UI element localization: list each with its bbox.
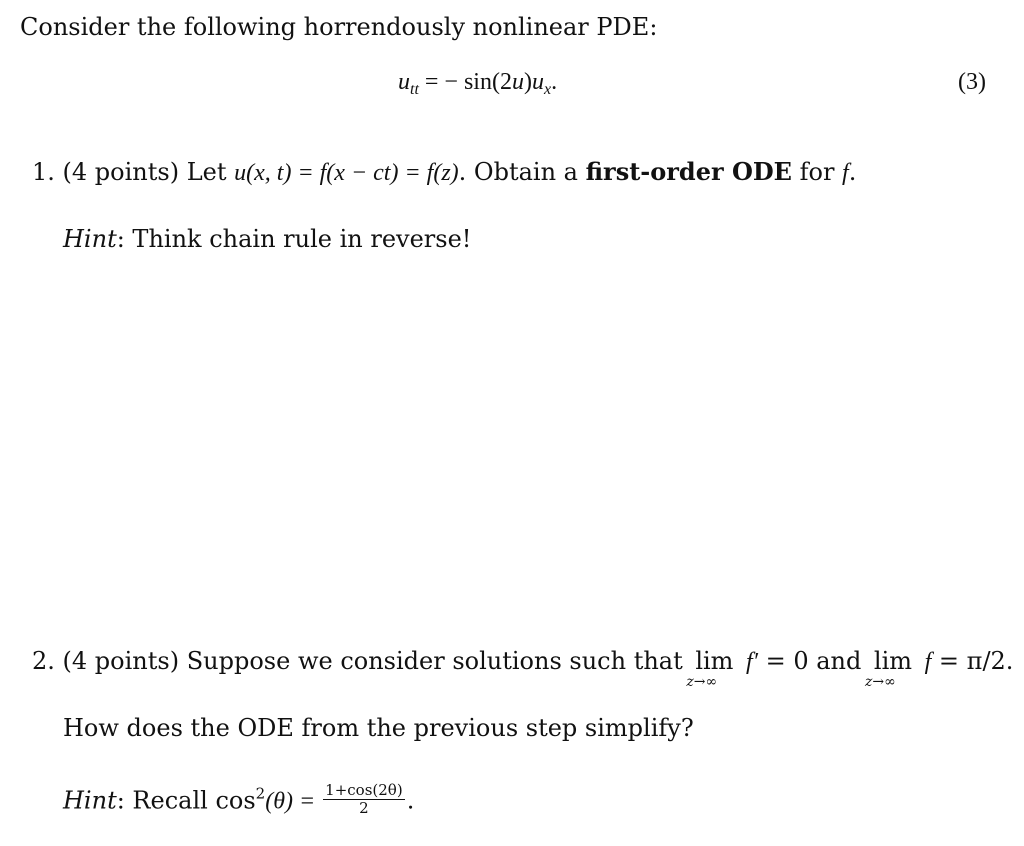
q1-points: (4 points) xyxy=(62,158,180,186)
q2-lim-under-2: z→∞ xyxy=(864,674,896,690)
q1-text-b: . Obtain a xyxy=(458,158,586,186)
q1-text-a: Let xyxy=(186,158,235,186)
q1-text-c: for xyxy=(791,158,843,186)
q2-hint xyxy=(63,781,415,820)
q2-hint-theta: (θ) = xyxy=(265,788,322,815)
q2-lim-word-2: lim xyxy=(873,647,913,675)
equation-end: . xyxy=(551,69,558,95)
q1-text-d: . xyxy=(848,158,857,186)
q1-bold: first-order ODE xyxy=(585,157,792,186)
equation-rhs-sub: x xyxy=(543,81,552,98)
q2-fprime: f′ xyxy=(746,649,758,675)
q2-number: 2. xyxy=(32,647,55,675)
q2-hint-sup: 2 xyxy=(255,784,266,803)
q2-hint-text: : Recall cos xyxy=(116,786,256,815)
q2-question: How does the ODE from the previous step simplify? xyxy=(63,714,694,742)
q2-lim-word-1: lim xyxy=(695,647,734,675)
intro-text: Consider the following horrendously nonlinear PDE: xyxy=(20,13,658,41)
q2-limit-1 xyxy=(686,647,738,690)
q2-text-a: Suppose we consider solutions such that xyxy=(186,647,691,675)
q1-math-a: u(x, t) = f(x − ct) = f(z) xyxy=(234,160,459,186)
equation-rel: = − sin(2 xyxy=(418,69,512,95)
equation-lhs-var: u xyxy=(398,69,410,95)
equation-number: (3) xyxy=(958,69,986,95)
q1-number: 1. xyxy=(32,158,55,186)
pde-equation xyxy=(398,70,557,98)
q2-cond1-rest: = 0 and xyxy=(757,647,869,675)
equation-rhs-var2: u xyxy=(531,69,544,95)
equation-rhs-var1: u xyxy=(511,69,524,95)
q2-f-sym: f xyxy=(924,649,932,675)
q1-hint-text: : Think chain rule in reverse! xyxy=(116,225,472,253)
equation-rhs-mid: ) xyxy=(523,69,532,95)
q1-hint xyxy=(63,227,471,251)
equation-lhs-sub: tt xyxy=(410,81,419,98)
question-2 xyxy=(32,647,1014,690)
q2-points: (4 points) xyxy=(62,647,180,675)
q2-frac-num: 1+cos(2θ) xyxy=(325,781,403,799)
q2-frac-den: 2 xyxy=(359,799,369,818)
q2-lim-under-1: z→∞ xyxy=(686,674,718,690)
q1-math-b: f xyxy=(842,160,849,186)
question-1 xyxy=(32,157,857,186)
q2-cond2-rest: = π/2. xyxy=(931,647,1014,675)
q2-hint-label: Hint xyxy=(63,786,117,815)
q2-hint-end: . xyxy=(406,786,415,815)
q2-limit-2 xyxy=(864,647,917,690)
q1-hint-label: Hint xyxy=(63,225,117,253)
q2-hint-fraction xyxy=(323,782,405,818)
